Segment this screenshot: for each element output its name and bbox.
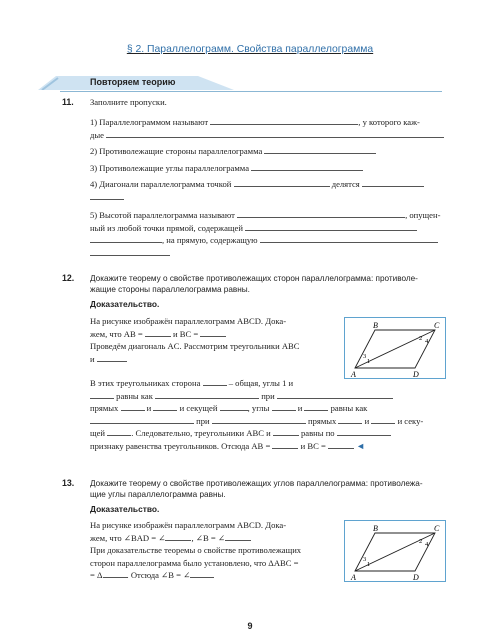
blank-field[interactable] — [165, 532, 191, 541]
blank-field[interactable] — [190, 569, 214, 578]
blank-field[interactable] — [90, 247, 170, 256]
blank-field[interactable] — [272, 440, 298, 449]
blank-field[interactable] — [234, 178, 330, 187]
section-title — [0, 44, 500, 55]
task-13-figure — [344, 520, 446, 582]
task-12-number: 12. — [62, 273, 75, 283]
page-number: 9 — [247, 621, 253, 631]
vertex-label-b: B — [373, 524, 378, 533]
blank-field[interactable] — [251, 162, 363, 171]
task-12-figure — [344, 317, 446, 379]
angle-label-4: 4 — [425, 541, 429, 548]
angle-label-3: 3 — [363, 353, 367, 360]
blank-field[interactable] — [338, 415, 362, 424]
blank-field[interactable] — [145, 328, 171, 337]
task-11-number: 11. — [62, 97, 74, 107]
task-12-proof-text: На рисунке изображён параллелограмм ABCD. Дока- жем, что AB = и BC = Проведём диагональ AC. Рассмотрим треугольники ABC и — [90, 316, 300, 364]
blank-field[interactable] — [212, 415, 306, 424]
blank-field[interactable] — [362, 178, 424, 187]
task-13-number: 13. — [62, 478, 75, 488]
blank-field[interactable] — [337, 427, 391, 436]
blank-field[interactable] — [90, 191, 124, 200]
blank-field[interactable] — [264, 145, 376, 154]
angle-label-1: 1 — [367, 561, 371, 568]
blank-field[interactable] — [153, 402, 177, 411]
vertex-label-b: B — [373, 321, 378, 330]
blank-field[interactable] — [260, 234, 438, 243]
vertex-label-d: D — [413, 370, 419, 378]
task-11-item-3: 3) Противолежащие углы параллелограмма — [90, 162, 363, 173]
angle-label-1: 1 — [367, 358, 371, 365]
task-13-statement: Докажите теорему о свойстве противолежащих углов параллелограмма: противолежа- щие углы параллелограмма равны. — [90, 479, 423, 499]
section-name: Параллелограмм. Свойства параллелограмма — [147, 44, 374, 55]
blank-field[interactable] — [277, 390, 393, 399]
vertex-label-d: D — [413, 573, 419, 581]
blank-field[interactable] — [245, 222, 417, 231]
vertex-label-c: C — [434, 524, 440, 533]
review-header-title: Повторяем теорию — [90, 77, 176, 87]
blank-field[interactable] — [371, 415, 395, 424]
angle-label-3: 3 — [363, 556, 367, 563]
parallelogram-figure — [345, 318, 445, 378]
task-13-proof-label: Доказательство. — [90, 504, 160, 514]
review-header-rule — [60, 91, 442, 92]
blank-field[interactable] — [90, 415, 194, 424]
task-11-prompt: Заполните пропуски. — [90, 97, 167, 107]
blank-field[interactable] — [200, 328, 226, 337]
blank-field[interactable] — [237, 209, 405, 218]
task-12-proof-label: Доказательство. — [90, 299, 160, 309]
blank-field[interactable] — [273, 427, 299, 436]
blank-field[interactable] — [272, 402, 296, 411]
blank-field[interactable] — [304, 402, 328, 411]
angle-label-2: 2 — [419, 538, 423, 545]
blank-field[interactable] — [220, 402, 248, 411]
blank-field[interactable] — [107, 427, 131, 436]
task-12-statement: Докажите теорему о свойстве противолежащих сторон параллелограмма: противоле- жащие стороны параллелограмма равны. — [90, 274, 418, 294]
task-11-item-2: 2) Противолежащие стороны параллелограмма — [90, 145, 376, 156]
task-13-proof-text: На рисунке изображён параллелограмм ABCD. Дока- жем, что ∠BAD = ∠ , ∠B = ∠ При доказательстве теоремы о свойстве противолежащих сторон параллелограмма было установлено, что ΔABC = = Δ . Отсюда ∠B = ∠ — [90, 520, 302, 581]
blank-field[interactable] — [90, 234, 162, 243]
vertex-label-a: A — [351, 573, 356, 581]
blank-field[interactable] — [97, 353, 127, 362]
blank-field[interactable] — [90, 390, 114, 399]
blank-field[interactable] — [328, 440, 354, 449]
vertex-label-c: C — [434, 321, 440, 330]
vertex-label-a: A — [351, 370, 356, 378]
angle-label-2: 2 — [419, 335, 423, 342]
blank-field[interactable] — [155, 390, 259, 399]
end-of-proof-mark: ◄ — [356, 440, 366, 451]
blank-field[interactable] — [203, 377, 227, 386]
blank-field[interactable] — [121, 402, 145, 411]
blank-field[interactable] — [225, 532, 251, 541]
angle-label-4: 4 — [425, 338, 429, 345]
task-12-proof-text-2: В этих треугольниках сторона – общая, углы 1 и равны как при прямых и и секущей , углы и равны как при прямых и и секу- щей . Следовательно, треугольники ABC и равны по признаку равенства треугольников. Отсюда AB = и BC = ◄ — [90, 378, 424, 451]
blank-field[interactable] — [106, 129, 444, 138]
blank-field[interactable] — [210, 116, 358, 125]
task-11-item-4: 4) Диагонали параллелограмма точкой делятся — [90, 178, 452, 203]
section-number: § 2. — [126, 44, 145, 55]
task-11-item-5: 5) Высотой параллелограмма называют , опущен- ный из любой точки прямой, содержащей , на прямую, содержащую — [90, 209, 452, 259]
parallelogram-figure — [345, 521, 445, 581]
blank-field[interactable] — [103, 569, 127, 578]
task-11-item-1: 1) Параллелограммом называют , у которого каж- дые — [90, 116, 452, 141]
